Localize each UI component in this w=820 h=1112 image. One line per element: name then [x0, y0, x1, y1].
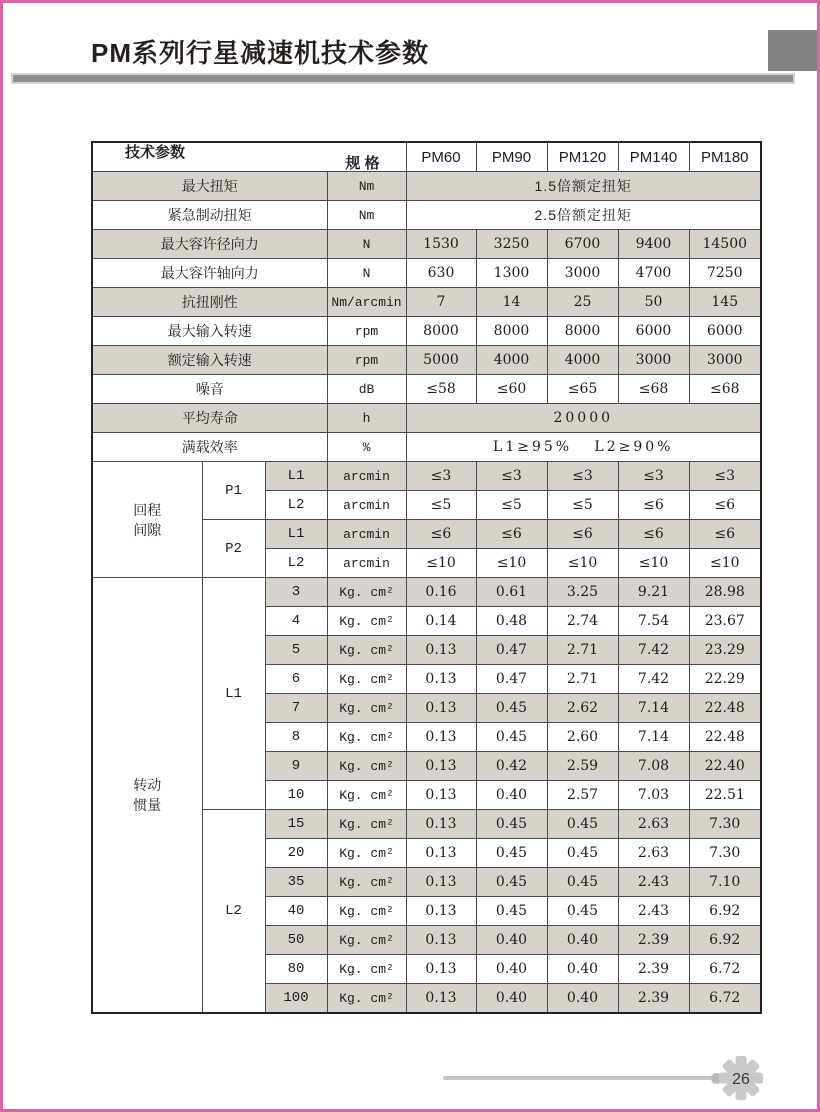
value-cell: 4700: [618, 259, 689, 288]
ratio-cell: 80: [265, 955, 327, 984]
value-cell: ≤5: [476, 491, 547, 520]
param-label-cell: 抗扭刚性: [92, 288, 327, 317]
unit-cell: Kg. cm²: [327, 752, 406, 781]
value-cell: 0.40: [547, 955, 618, 984]
value-cell: 0.13: [406, 694, 476, 723]
value-cell: 1530: [406, 230, 476, 259]
value-cell: 7.14: [618, 723, 689, 752]
value-cell: 0.13: [406, 781, 476, 810]
span-value-cell: 2.5倍额定扭矩: [406, 201, 761, 230]
value-cell: 0.40: [476, 984, 547, 1014]
unit-cell: N: [327, 230, 406, 259]
value-cell: 2.39: [618, 955, 689, 984]
table-row: [92, 578, 761, 607]
gear-stage-group-l2: L2: [202, 810, 265, 1014]
value-cell: 0.13: [406, 752, 476, 781]
value-cell: 7.10: [689, 868, 761, 897]
value-cell: 0.42: [476, 752, 547, 781]
value-cell: 0.40: [476, 926, 547, 955]
gear-stage-cell: L1: [265, 462, 327, 491]
stage-cell-p2: P2: [202, 520, 265, 578]
ratio-cell: 5: [265, 636, 327, 665]
unit-cell: arcmin: [327, 549, 406, 578]
value-cell: 4000: [476, 346, 547, 375]
unit-cell: Kg. cm²: [327, 839, 406, 868]
table-header-row: [92, 142, 761, 172]
value-cell: ≤3: [476, 462, 547, 491]
value-cell: ≤68: [618, 375, 689, 404]
spec-table: [91, 141, 762, 1014]
value-cell: 7: [406, 288, 476, 317]
value-cell: 7.42: [618, 665, 689, 694]
param-label-cell: 最大输入转速: [92, 317, 327, 346]
value-cell: 0.40: [547, 926, 618, 955]
ratio-cell: 35: [265, 868, 327, 897]
unit-cell: dB: [327, 375, 406, 404]
unit-cell: Kg. cm²: [327, 984, 406, 1014]
value-cell: ≤6: [547, 520, 618, 549]
ratio-cell: 100: [265, 984, 327, 1014]
value-cell: 0.40: [547, 984, 618, 1014]
backlash-group-label: 回程 间隙: [92, 462, 202, 578]
unit-cell: Kg. cm²: [327, 926, 406, 955]
value-cell: 25: [547, 288, 618, 317]
span-value-cell: L1≥95% L2≥90%: [406, 433, 761, 462]
value-cell: ≤3: [406, 462, 476, 491]
value-cell: 7.03: [618, 781, 689, 810]
value-cell: 3000: [618, 346, 689, 375]
value-cell: ≤6: [618, 491, 689, 520]
unit-cell: Kg. cm²: [327, 810, 406, 839]
column-header-pm120: PM120: [547, 142, 618, 172]
value-cell: ≤6: [476, 520, 547, 549]
value-cell: 2.71: [547, 665, 618, 694]
value-cell: ≤10: [406, 549, 476, 578]
ratio-cell: 8: [265, 723, 327, 752]
unit-cell: Kg. cm²: [327, 897, 406, 926]
diagonal-corner-cell: [92, 142, 406, 172]
value-cell: 0.40: [476, 781, 547, 810]
gear-stage-cell: L2: [265, 491, 327, 520]
unit-cell: %: [327, 433, 406, 462]
value-cell: 7.54: [618, 607, 689, 636]
spec-table-container: [91, 141, 762, 1014]
value-cell: 3.25: [547, 578, 618, 607]
page-title: PM系列行星减速机技术参数: [91, 38, 430, 68]
value-cell: 22.40: [689, 752, 761, 781]
value-cell: 0.45: [547, 810, 618, 839]
value-cell: 0.45: [476, 694, 547, 723]
value-cell: 7.30: [689, 839, 761, 868]
unit-cell: rpm: [327, 346, 406, 375]
value-cell: 630: [406, 259, 476, 288]
value-cell: ≤6: [689, 520, 761, 549]
value-cell: ≤3: [547, 462, 618, 491]
value-cell: 2.74: [547, 607, 618, 636]
value-cell: 0.45: [547, 897, 618, 926]
value-cell: 50: [618, 288, 689, 317]
value-cell: 2.43: [618, 897, 689, 926]
value-cell: 6.72: [689, 984, 761, 1014]
value-cell: 0.45: [547, 868, 618, 897]
ratio-cell: 20: [265, 839, 327, 868]
value-cell: 6000: [618, 317, 689, 346]
inertia-group-label: 转动 惯量: [92, 578, 202, 1014]
value-cell: 0.45: [547, 839, 618, 868]
span-value-cell: 1.5倍额定扭矩: [406, 172, 761, 201]
value-cell: 2.60: [547, 723, 618, 752]
value-cell: ≤3: [618, 462, 689, 491]
value-cell: 0.13: [406, 897, 476, 926]
value-cell: ≤10: [618, 549, 689, 578]
value-cell: 0.16: [406, 578, 476, 607]
value-cell: ≤10: [689, 549, 761, 578]
value-cell: 6.92: [689, 897, 761, 926]
value-cell: 7250: [689, 259, 761, 288]
param-label-cell: 紧急制动扭矩: [92, 201, 327, 230]
value-cell: 0.40: [476, 955, 547, 984]
gear-stage-cell: L1: [265, 520, 327, 549]
unit-cell: N: [327, 259, 406, 288]
value-cell: 0.14: [406, 607, 476, 636]
value-cell: 2.63: [618, 839, 689, 868]
value-cell: ≤60: [476, 375, 547, 404]
value-cell: ≤65: [547, 375, 618, 404]
unit-cell: rpm: [327, 317, 406, 346]
table-row: [92, 346, 761, 375]
value-cell: 6700: [547, 230, 618, 259]
value-cell: ≤6: [689, 491, 761, 520]
table-row: [92, 201, 761, 230]
ratio-cell: 3: [265, 578, 327, 607]
value-cell: 0.61: [476, 578, 547, 607]
value-cell: ≤58: [406, 375, 476, 404]
value-cell: 7.42: [618, 636, 689, 665]
unit-cell: Nm/arcmin: [327, 288, 406, 317]
value-cell: 145: [689, 288, 761, 317]
ratio-cell: 10: [265, 781, 327, 810]
value-cell: 22.48: [689, 723, 761, 752]
param-header-label: 技术参数: [125, 144, 186, 161]
unit-cell: Kg. cm²: [327, 723, 406, 752]
value-cell: 0.13: [406, 926, 476, 955]
ratio-cell: 15: [265, 810, 327, 839]
value-cell: 0.13: [406, 636, 476, 665]
value-cell: 0.45: [476, 810, 547, 839]
ratio-cell: 9: [265, 752, 327, 781]
value-cell: 14500: [689, 230, 761, 259]
param-label-cell: 最大容许径向力: [92, 230, 327, 259]
table-row: [92, 375, 761, 404]
value-cell: 0.13: [406, 810, 476, 839]
column-header-pm60: PM60: [406, 142, 476, 172]
unit-cell: Kg. cm²: [327, 868, 406, 897]
value-cell: 7.30: [689, 810, 761, 839]
table-row: [92, 259, 761, 288]
value-cell: 14: [476, 288, 547, 317]
span-value-cell: 20000: [406, 404, 761, 433]
value-cell: 22.29: [689, 665, 761, 694]
value-cell: 23.29: [689, 636, 761, 665]
unit-cell: Kg. cm²: [327, 607, 406, 636]
value-cell: 8000: [547, 317, 618, 346]
unit-cell: Kg. cm²: [327, 955, 406, 984]
unit-cell: Nm: [327, 201, 406, 230]
value-cell: 0.45: [476, 868, 547, 897]
value-cell: 0.13: [406, 665, 476, 694]
param-label-cell: 满载效率: [92, 433, 327, 462]
value-cell: ≤6: [406, 520, 476, 549]
value-cell: 0.13: [406, 868, 476, 897]
param-label-cell: 噪音: [92, 375, 327, 404]
ratio-cell: 4: [265, 607, 327, 636]
value-cell: 6.72: [689, 955, 761, 984]
ratio-cell: 6: [265, 665, 327, 694]
column-header-pm180: PM180: [689, 142, 761, 172]
value-cell: 3000: [689, 346, 761, 375]
value-cell: ≤3: [689, 462, 761, 491]
spec-header-label: 规 格: [345, 155, 380, 172]
value-cell: 7.08: [618, 752, 689, 781]
value-cell: 0.13: [406, 723, 476, 752]
table-row: [92, 404, 761, 433]
gear-icon: [718, 1055, 764, 1101]
value-cell: 22.48: [689, 694, 761, 723]
footer-line: [443, 1076, 717, 1080]
value-cell: 0.45: [476, 723, 547, 752]
ratio-cell: 40: [265, 897, 327, 926]
column-header-pm90: PM90: [476, 142, 547, 172]
unit-cell: arcmin: [327, 520, 406, 549]
ratio-cell: 7: [265, 694, 327, 723]
value-cell: 3000: [547, 259, 618, 288]
gear-stage-cell: L2: [265, 549, 327, 578]
param-label-cell: 最大扭矩: [92, 172, 327, 201]
unit-cell: arcmin: [327, 491, 406, 520]
header-accent-square: [768, 30, 820, 71]
value-cell: 2.62: [547, 694, 618, 723]
unit-cell: Kg. cm²: [327, 665, 406, 694]
unit-cell: Kg. cm²: [327, 636, 406, 665]
value-cell: 9400: [618, 230, 689, 259]
value-cell: 0.47: [476, 636, 547, 665]
unit-cell: Kg. cm²: [327, 781, 406, 810]
gear-stage-group-l1: L1: [202, 578, 265, 810]
value-cell: 3250: [476, 230, 547, 259]
value-cell: 2.71: [547, 636, 618, 665]
value-cell: 9.21: [618, 578, 689, 607]
value-cell: 0.47: [476, 665, 547, 694]
unit-cell: Kg. cm²: [327, 578, 406, 607]
value-cell: 22.51: [689, 781, 761, 810]
value-cell: ≤5: [547, 491, 618, 520]
value-cell: 7.14: [618, 694, 689, 723]
column-header-pm140: PM140: [618, 142, 689, 172]
unit-cell: arcmin: [327, 462, 406, 491]
value-cell: ≤68: [689, 375, 761, 404]
value-cell: 23.67: [689, 607, 761, 636]
value-cell: 6.92: [689, 926, 761, 955]
param-label-cell: 最大容许轴向力: [92, 259, 327, 288]
value-cell: 2.43: [618, 868, 689, 897]
value-cell: 5000: [406, 346, 476, 375]
value-cell: 2.57: [547, 781, 618, 810]
table-row: [92, 317, 761, 346]
table-row: [92, 462, 761, 491]
value-cell: ≤5: [406, 491, 476, 520]
table-row: [92, 230, 761, 259]
unit-cell: Kg. cm²: [327, 694, 406, 723]
value-cell: 0.13: [406, 984, 476, 1014]
value-cell: 1300: [476, 259, 547, 288]
value-cell: ≤10: [476, 549, 547, 578]
param-label-cell: 额定输入转速: [92, 346, 327, 375]
value-cell: 8000: [406, 317, 476, 346]
unit-cell: h: [327, 404, 406, 433]
table-row: [92, 433, 761, 462]
stage-cell-p1: P1: [202, 462, 265, 520]
value-cell: 2.59: [547, 752, 618, 781]
table-row: [92, 172, 761, 201]
param-label-cell: 平均寿命: [92, 404, 327, 433]
page-number: 26: [732, 1071, 750, 1088]
value-cell: 4000: [547, 346, 618, 375]
title-rule: [11, 73, 795, 84]
value-cell: 2.39: [618, 984, 689, 1014]
value-cell: 2.39: [618, 926, 689, 955]
value-cell: 8000: [476, 317, 547, 346]
value-cell: 0.13: [406, 839, 476, 868]
table-row: [92, 288, 761, 317]
value-cell: 2.63: [618, 810, 689, 839]
value-cell: ≤10: [547, 549, 618, 578]
value-cell: ≤6: [618, 520, 689, 549]
ratio-cell: 50: [265, 926, 327, 955]
unit-cell: Nm: [327, 172, 406, 201]
value-cell: 28.98: [689, 578, 761, 607]
value-cell: 0.48: [476, 607, 547, 636]
value-cell: 0.45: [476, 897, 547, 926]
value-cell: 6000: [689, 317, 761, 346]
value-cell: 0.13: [406, 955, 476, 984]
value-cell: 0.45: [476, 839, 547, 868]
